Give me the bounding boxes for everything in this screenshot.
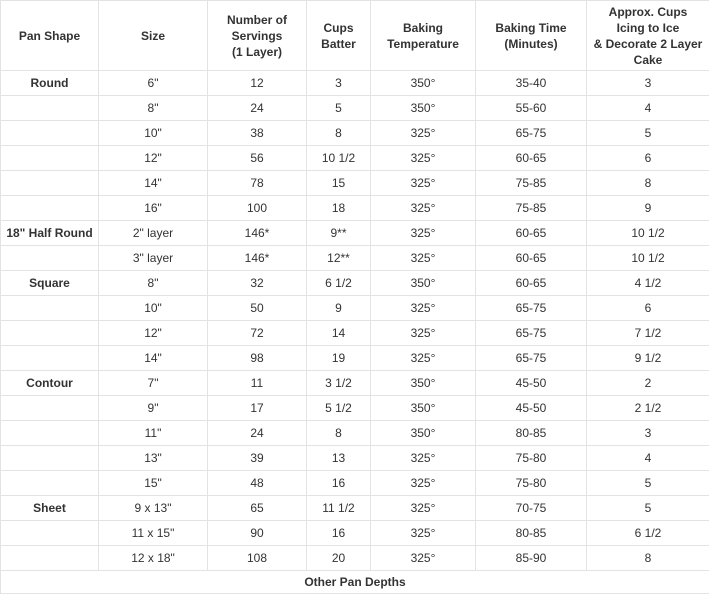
table-row (1, 171, 709, 196)
cell-icing-cups: 9 1/2 (587, 346, 709, 371)
cell-icing-cups: 3 (587, 71, 709, 96)
cell-temperature: 325° (371, 446, 476, 471)
cell-pan-shape: Contour (1, 371, 99, 396)
cell-icing-cups: 5 (587, 496, 709, 521)
table-row (1, 421, 709, 446)
cell-baking-time: 60-65 (476, 271, 587, 296)
cell-cups-batter: 9** (307, 221, 371, 246)
cell-temperature: 325° (371, 546, 476, 571)
cell-baking-time: 75-80 (476, 446, 587, 471)
cell-servings: 38 (208, 121, 307, 146)
table-row (1, 221, 709, 246)
cell-servings: 72 (208, 321, 307, 346)
header-pan-shape (1, 1, 99, 71)
cell-baking-time: 80-85 (476, 521, 587, 546)
cell-servings: 17 (208, 396, 307, 421)
cell-temperature: 325° (371, 346, 476, 371)
cell-temperature: 350° (371, 96, 476, 121)
footer-row (1, 571, 709, 594)
table-row (1, 321, 709, 346)
cell-pan-shape (1, 346, 99, 371)
header-line: Baking (402, 20, 443, 35)
cell-servings: 11 (208, 371, 307, 396)
cell-cups-batter: 16 (307, 521, 371, 546)
cell-size: 14" (99, 171, 208, 196)
cell-servings: 78 (208, 171, 307, 196)
header-line: & Decorate 2 Layer (593, 36, 703, 51)
cell-size: 12 x 18" (99, 546, 208, 571)
cell-baking-time: 65-75 (476, 296, 587, 321)
cell-icing-cups: 4 (587, 96, 709, 121)
cell-temperature: 350° (371, 421, 476, 446)
cell-size: 8" (99, 96, 208, 121)
cell-icing-cups: 10 1/2 (587, 246, 709, 271)
table-row (1, 296, 709, 321)
cell-cups-batter: 8 (307, 121, 371, 146)
cell-size: 12" (99, 321, 208, 346)
cell-temperature: 325° (371, 221, 476, 246)
table-row (1, 146, 709, 171)
header-line: Baking Time (495, 20, 567, 35)
cell-temperature: 325° (371, 121, 476, 146)
cell-icing-cups: 4 (587, 446, 709, 471)
cell-servings: 90 (208, 521, 307, 546)
cell-pan-shape: Round (1, 71, 99, 96)
cell-temperature: 325° (371, 296, 476, 321)
header-line: Servings (231, 28, 283, 43)
cell-baking-time: 60-65 (476, 221, 587, 246)
cell-baking-time: 80-85 (476, 421, 587, 446)
header-line: Number of (227, 12, 287, 27)
cell-pan-shape (1, 121, 99, 146)
cell-size: 10" (99, 121, 208, 146)
cell-size: 6" (99, 71, 208, 96)
header-line: Temperature (387, 36, 459, 51)
header-line: Cake (633, 52, 663, 67)
header-row (1, 1, 709, 71)
cell-temperature: 325° (371, 471, 476, 496)
cell-baking-time: 60-65 (476, 146, 587, 171)
cell-servings: 56 (208, 146, 307, 171)
header-line: Approx. Cups (608, 4, 688, 19)
header-cups-batter (307, 1, 371, 71)
cell-temperature: 325° (371, 321, 476, 346)
cell-servings: 100 (208, 196, 307, 221)
cell-size: 16" (99, 196, 208, 221)
table-row (1, 546, 709, 571)
cell-size: 11" (99, 421, 208, 446)
table-row (1, 121, 709, 146)
cell-icing-cups: 2 1/2 (587, 396, 709, 421)
table-row (1, 96, 709, 121)
header-baking-temperature (371, 1, 476, 71)
cell-pan-shape: Sheet (1, 496, 99, 521)
cell-pan-shape (1, 421, 99, 446)
table-row (1, 346, 709, 371)
cell-pan-shape (1, 546, 99, 571)
table-row (1, 196, 709, 221)
cell-pan-shape: 18" Half Round (1, 221, 99, 246)
cell-size: 14" (99, 346, 208, 371)
table-row (1, 371, 709, 396)
table-header (1, 1, 709, 71)
cell-icing-cups: 6 (587, 296, 709, 321)
cell-baking-time: 45-50 (476, 371, 587, 396)
cell-icing-cups: 10 1/2 (587, 221, 709, 246)
header-line: (1 Layer) (231, 44, 283, 59)
cell-baking-time: 60-65 (476, 246, 587, 271)
cell-size: 15" (99, 471, 208, 496)
cell-servings: 65 (208, 496, 307, 521)
cell-cups-batter: 5 (307, 96, 371, 121)
cell-temperature: 325° (371, 246, 476, 271)
table-row (1, 71, 709, 96)
table-body (1, 71, 709, 571)
table-row (1, 446, 709, 471)
cell-icing-cups: 2 (587, 371, 709, 396)
cell-size: 9" (99, 396, 208, 421)
cell-icing-cups: 8 (587, 546, 709, 571)
header-icing-cups (587, 1, 709, 71)
cell-baking-time: 65-75 (476, 346, 587, 371)
table-row (1, 471, 709, 496)
cell-servings: 48 (208, 471, 307, 496)
cell-baking-time: 75-80 (476, 471, 587, 496)
cell-temperature: 325° (371, 521, 476, 546)
cell-icing-cups: 9 (587, 196, 709, 221)
cell-size: 2" layer (99, 221, 208, 246)
cell-servings: 50 (208, 296, 307, 321)
header-line: Size (140, 28, 165, 43)
cell-servings: 24 (208, 421, 307, 446)
cell-baking-time: 35-40 (476, 71, 587, 96)
cell-baking-time: 45-50 (476, 396, 587, 421)
cell-servings: 98 (208, 346, 307, 371)
cell-cups-batter: 19 (307, 346, 371, 371)
cell-temperature: 350° (371, 396, 476, 421)
cell-size: 11 x 15" (99, 521, 208, 546)
cell-servings: 24 (208, 96, 307, 121)
cell-baking-time: 55-60 (476, 96, 587, 121)
header-line: Batter (321, 36, 356, 51)
cell-temperature: 350° (371, 271, 476, 296)
cell-icing-cups: 3 (587, 421, 709, 446)
cell-icing-cups: 6 (587, 146, 709, 171)
cell-servings: 108 (208, 546, 307, 571)
cell-cups-batter: 5 1/2 (307, 396, 371, 421)
table-row (1, 496, 709, 521)
header-line: (Minutes) (504, 36, 558, 51)
cell-cups-batter: 11 1/2 (307, 496, 371, 521)
cell-cups-batter: 15 (307, 171, 371, 196)
cell-pan-shape (1, 446, 99, 471)
cell-pan-shape (1, 171, 99, 196)
header-size (99, 1, 208, 71)
cell-size: 12" (99, 146, 208, 171)
header-baking-time (476, 1, 587, 71)
cell-cups-batter: 12** (307, 246, 371, 271)
cell-baking-time: 85-90 (476, 546, 587, 571)
cell-servings: 146* (208, 221, 307, 246)
footer-other-pan-depths: Other Pan Depths (1, 571, 709, 594)
cell-servings: 12 (208, 71, 307, 96)
cell-icing-cups: 6 1/2 (587, 521, 709, 546)
cell-baking-time: 75-85 (476, 171, 587, 196)
cell-pan-shape (1, 321, 99, 346)
cell-cups-batter: 16 (307, 471, 371, 496)
cell-cups-batter: 20 (307, 546, 371, 571)
cell-cups-batter: 9 (307, 296, 371, 321)
cell-baking-time: 65-75 (476, 121, 587, 146)
cell-size: 7" (99, 371, 208, 396)
cell-icing-cups: 4 1/2 (587, 271, 709, 296)
header-line: Cups (323, 20, 354, 35)
cell-temperature: 325° (371, 146, 476, 171)
cell-icing-cups: 5 (587, 471, 709, 496)
cell-icing-cups: 5 (587, 121, 709, 146)
cell-icing-cups: 7 1/2 (587, 321, 709, 346)
cell-temperature: 325° (371, 196, 476, 221)
cell-pan-shape (1, 471, 99, 496)
header-servings (208, 1, 307, 71)
header-line: Icing to Ice (616, 20, 680, 35)
header-line: Pan Shape (18, 28, 81, 43)
cell-size: 8" (99, 271, 208, 296)
table-row (1, 246, 709, 271)
cell-pan-shape (1, 246, 99, 271)
cell-pan-shape (1, 296, 99, 321)
cell-size: 10" (99, 296, 208, 321)
cell-pan-shape (1, 396, 99, 421)
cell-cups-batter: 18 (307, 196, 371, 221)
cell-servings: 146* (208, 246, 307, 271)
cell-cups-batter: 8 (307, 421, 371, 446)
cell-pan-shape (1, 146, 99, 171)
cell-servings: 32 (208, 271, 307, 296)
cell-temperature: 325° (371, 171, 476, 196)
cell-baking-time: 75-85 (476, 196, 587, 221)
cell-size: 9 x 13" (99, 496, 208, 521)
cell-pan-shape (1, 521, 99, 546)
cell-pan-shape: Square (1, 271, 99, 296)
cell-cups-batter: 13 (307, 446, 371, 471)
cell-cups-batter: 3 1/2 (307, 371, 371, 396)
cell-temperature: 350° (371, 71, 476, 96)
cell-cups-batter: 3 (307, 71, 371, 96)
cell-servings: 39 (208, 446, 307, 471)
table-row (1, 521, 709, 546)
cell-temperature: 325° (371, 496, 476, 521)
cell-icing-cups: 8 (587, 171, 709, 196)
cell-temperature: 350° (371, 371, 476, 396)
cell-baking-time: 70-75 (476, 496, 587, 521)
cell-size: 3" layer (99, 246, 208, 271)
table-row (1, 271, 709, 296)
cell-size: 13" (99, 446, 208, 471)
table-row (1, 396, 709, 421)
cell-cups-batter: 14 (307, 321, 371, 346)
cell-cups-batter: 10 1/2 (307, 146, 371, 171)
cell-baking-time: 65-75 (476, 321, 587, 346)
cell-pan-shape (1, 196, 99, 221)
cell-pan-shape (1, 96, 99, 121)
cell-cups-batter: 6 1/2 (307, 271, 371, 296)
